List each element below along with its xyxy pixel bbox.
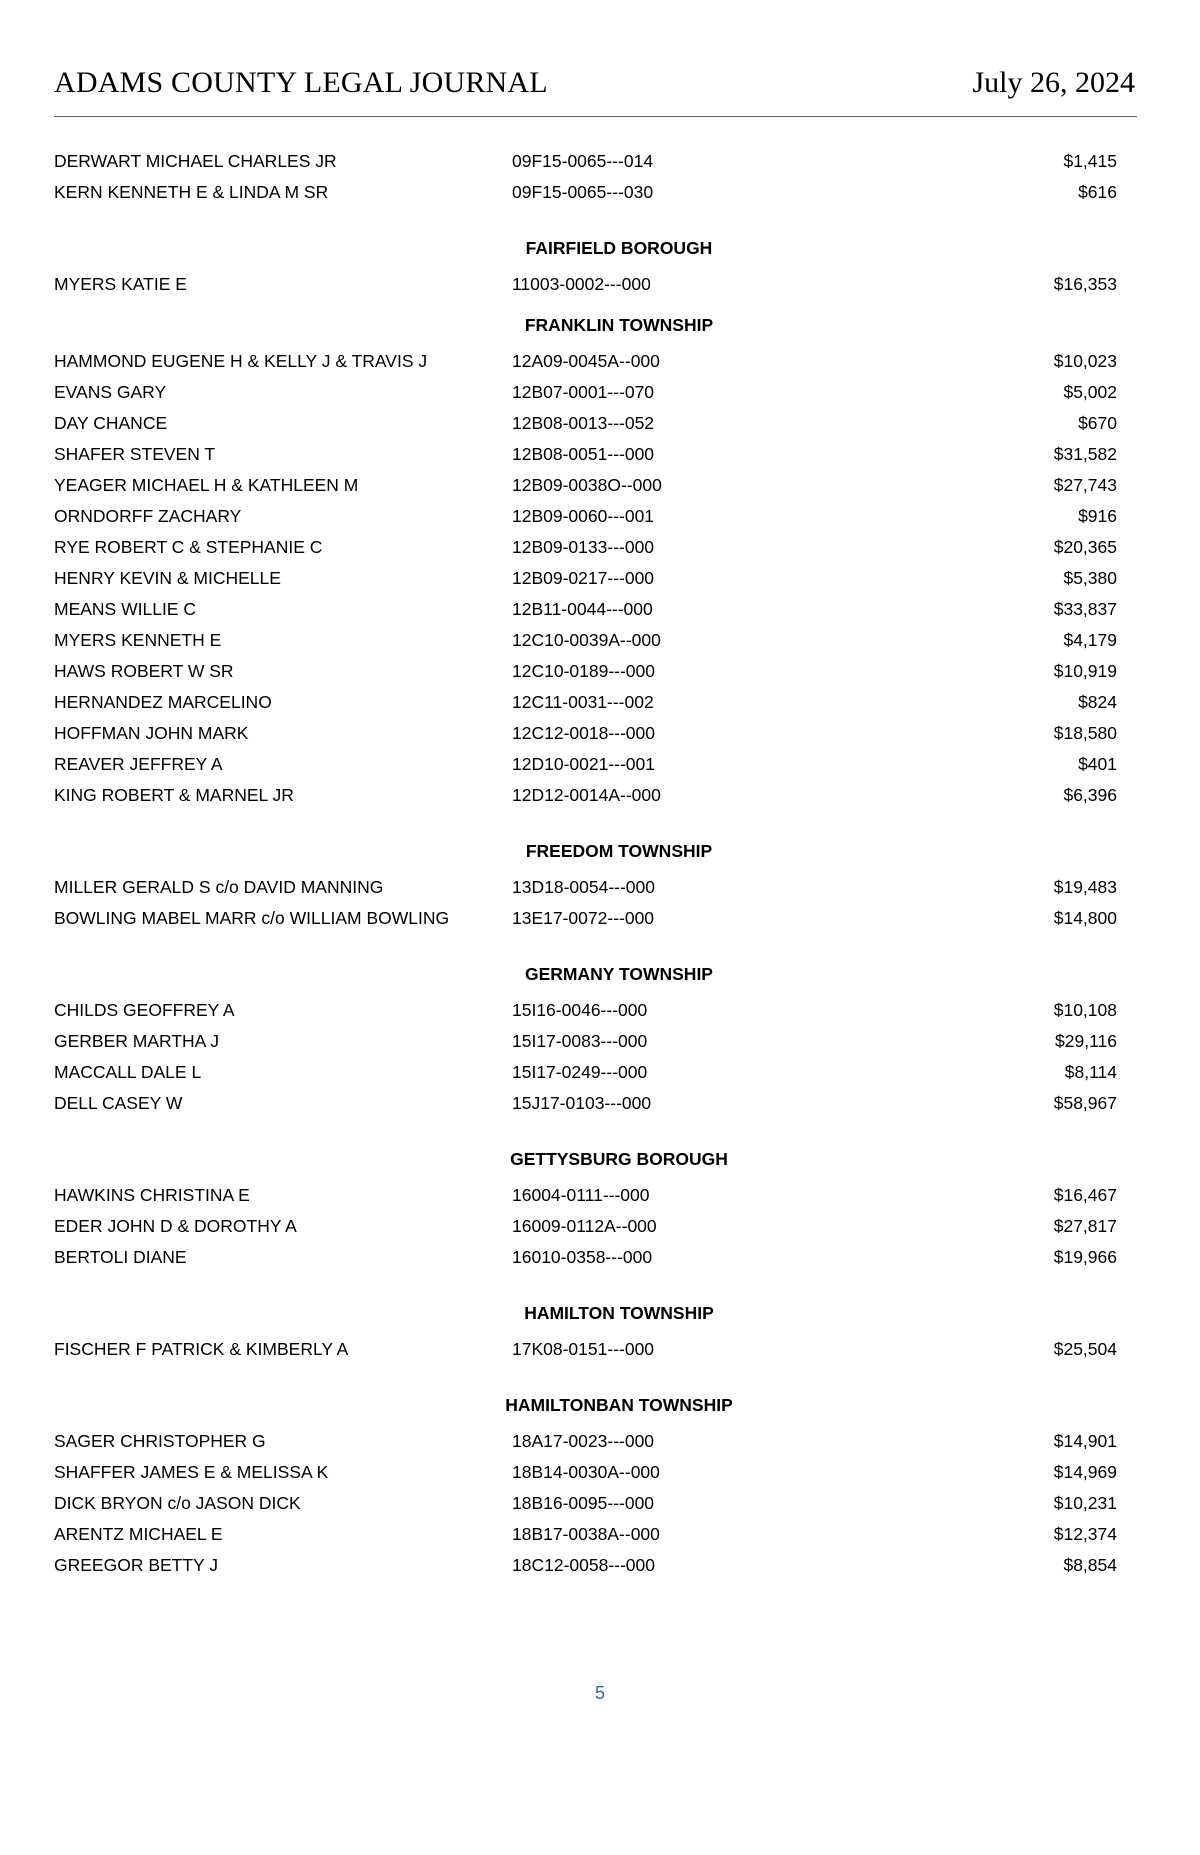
amount-due: $33,837	[1053, 599, 1117, 619]
parcel-number: 11003-0002---000	[512, 274, 651, 294]
amount-due: $14,969	[1053, 1462, 1117, 1482]
listing-content	[54, 146, 1117, 1581]
amount-due: $16,353	[1053, 274, 1117, 294]
parcel-number: 15J17-0103---000	[512, 1093, 652, 1113]
parcel-number: 13E17-0072---000	[512, 908, 655, 928]
owner-name: MEANS WILLIE C	[54, 599, 196, 619]
amount-due: $10,108	[1053, 1000, 1117, 1020]
listing-row	[54, 1088, 1117, 1119]
amount-due: $670	[1078, 413, 1117, 433]
parcel-number: 12D12-0014A--000	[512, 785, 661, 805]
amount-due: $18,580	[1053, 723, 1117, 743]
owner-name: MILLER GERALD S c/o DAVID MANNING	[54, 877, 384, 897]
amount-due: $29,116	[1055, 1031, 1117, 1051]
owner-name: YEAGER MICHAEL H & KATHLEEN M	[54, 475, 359, 495]
amount-due: $1,415	[1063, 151, 1117, 171]
amount-due: $6,396	[1063, 785, 1117, 805]
listing-row	[54, 780, 1117, 811]
listing-row	[54, 995, 1117, 1026]
owner-name: BOWLING MABEL MARR c/o WILLIAM BOWLING	[54, 908, 450, 928]
listing-row	[54, 718, 1117, 749]
owner-name: MYERS KATIE E	[54, 274, 187, 294]
amount-due: $27,743	[1053, 475, 1117, 495]
parcel-number: 12D10-0021---001	[512, 754, 656, 774]
owner-name: KERN KENNETH E & LINDA M SR	[54, 182, 329, 202]
listing-row	[54, 1550, 1117, 1581]
listing-row	[54, 1457, 1117, 1488]
parcel-number: 12B09-0060---001	[512, 506, 655, 526]
parcel-number: 16009-0112A--000	[512, 1216, 657, 1236]
parcel-number: 15I17-0249---000	[512, 1062, 648, 1082]
owner-name: ORNDORFF ZACHARY	[54, 506, 242, 526]
parcel-number: 17K08-0151---000	[512, 1339, 655, 1359]
owner-name: GERBER MARTHA J	[54, 1031, 219, 1051]
parcel-number: 12B11-0044---000	[512, 599, 653, 619]
parcel-number: 09F15-0065---014	[512, 151, 654, 171]
section-heading: GETTYSBURG BOROUGH	[510, 1149, 728, 1169]
owner-name: BERTOLI DIANE	[54, 1247, 187, 1267]
parcel-number: 18B17-0038A--000	[512, 1524, 660, 1544]
listing-row	[54, 1488, 1117, 1519]
listing-row	[54, 1426, 1117, 1457]
page-number: 5	[594, 1683, 605, 1703]
amount-due: $27,817	[1053, 1216, 1117, 1236]
owner-name: HERNANDEZ MARCELINO	[54, 692, 272, 712]
listing-row	[54, 346, 1117, 377]
listing-row	[54, 563, 1117, 594]
owner-name: RYE ROBERT C & STEPHANIE C	[54, 537, 323, 557]
listing-row	[54, 269, 1117, 300]
amount-due: $31,582	[1053, 444, 1117, 464]
parcel-number: 12C10-0189---000	[512, 661, 656, 681]
owner-name: FISCHER F PATRICK & KIMBERLY A	[54, 1339, 349, 1359]
owner-name: DERWART MICHAEL CHARLES JR	[54, 151, 337, 171]
listing-row	[54, 1519, 1117, 1550]
owner-name: EDER JOHN D & DOROTHY A	[54, 1216, 297, 1236]
owner-name: DAY CHANCE	[54, 413, 168, 433]
owner-name: HENRY KEVIN & MICHELLE	[54, 568, 281, 588]
section-heading: GERMANY TOWNSHIP	[525, 964, 713, 984]
listing-row	[54, 1242, 1117, 1273]
parcel-number: 16010-0358---000	[512, 1247, 653, 1267]
owner-name: SHAFFER JAMES E & MELISSA K	[54, 1462, 329, 1482]
parcel-number: 12B09-0133---000	[512, 537, 655, 557]
section-heading: HAMILTONBAN TOWNSHIP	[505, 1395, 733, 1415]
owner-name: SAGER CHRISTOPHER G	[54, 1431, 266, 1451]
listing-row	[54, 146, 1117, 177]
parcel-number: 12B09-0217---000	[512, 568, 655, 588]
amount-due: $16,467	[1053, 1185, 1117, 1205]
listing-row	[54, 1334, 1117, 1365]
listing-row	[54, 177, 1117, 208]
listing-row	[54, 594, 1117, 625]
amount-due: $10,919	[1053, 661, 1117, 681]
amount-due: $5,002	[1063, 382, 1117, 402]
listing-row	[54, 903, 1117, 934]
listing-row	[54, 1211, 1117, 1242]
parcel-number: 18A17-0023---000	[512, 1431, 655, 1451]
page-header	[54, 62, 1137, 117]
amount-due: $25,504	[1053, 1339, 1117, 1359]
amount-due: $19,966	[1053, 1247, 1117, 1267]
listing-row	[54, 1057, 1117, 1088]
section-heading: FAIRFIELD BOROUGH	[525, 238, 713, 258]
parcel-number: 12B08-0013---052	[512, 413, 655, 433]
parcel-number: 15I17-0083---000	[512, 1031, 648, 1051]
parcel-number: 12B07-0001---070	[512, 382, 655, 402]
section-heading: FREEDOM TOWNSHIP	[525, 841, 713, 861]
amount-due: $4,179	[1063, 630, 1117, 650]
owner-name: REAVER JEFFREY A	[54, 754, 223, 774]
amount-due: $12,374	[1053, 1524, 1117, 1544]
owner-name: MACCALL DALE L	[54, 1062, 202, 1082]
owner-name: KING ROBERT & MARNEL JR	[54, 785, 294, 805]
amount-due: $916	[1078, 506, 1117, 526]
owner-name: MYERS KENNETH E	[54, 630, 222, 650]
listing-row	[54, 439, 1117, 470]
amount-due: $8,854	[1063, 1555, 1117, 1575]
owner-name: HAMMOND EUGENE H & KELLY J & TRAVIS J	[54, 351, 428, 371]
amount-due: $10,231	[1053, 1493, 1117, 1513]
parcel-number: 12B08-0051---000	[512, 444, 655, 464]
owner-name: EVANS GARY	[54, 382, 167, 402]
owner-name: ARENTZ MICHAEL E	[54, 1524, 223, 1544]
amount-due: $19,483	[1053, 877, 1117, 897]
section-heading: HAMILTON TOWNSHIP	[524, 1303, 714, 1323]
listing-row	[54, 532, 1117, 563]
amount-due: $14,901	[1053, 1431, 1117, 1451]
journal-title: ADAMS COUNTY LEGAL JOURNAL	[54, 66, 548, 99]
owner-name: HAWKINS CHRISTINA E	[54, 1185, 250, 1205]
parcel-number: 15I16-0046---000	[512, 1000, 648, 1020]
amount-due: $14,800	[1053, 908, 1117, 928]
amount-due: $10,023	[1053, 351, 1117, 371]
listing-row	[54, 687, 1117, 718]
amount-due: $616	[1078, 182, 1117, 202]
section-heading: FRANKLIN TOWNSHIP	[524, 315, 714, 335]
journal-date: July 26, 2024	[972, 66, 1135, 99]
amount-due: $401	[1078, 754, 1117, 774]
listing-row	[54, 408, 1117, 439]
amount-due: $58,967	[1053, 1093, 1117, 1113]
parcel-number: 18B16-0095---000	[512, 1493, 655, 1513]
parcel-number: 13D18-0054---000	[512, 877, 656, 897]
amount-due: $824	[1078, 692, 1117, 712]
parcel-number: 12C10-0039A--000	[512, 630, 661, 650]
parcel-number: 18B14-0030A--000	[512, 1462, 660, 1482]
listing-row	[54, 501, 1117, 532]
owner-name: DELL CASEY W	[54, 1093, 183, 1113]
amount-due: $5,380	[1063, 568, 1117, 588]
parcel-number: 18C12-0058---000	[512, 1555, 656, 1575]
listing-row	[54, 872, 1117, 903]
parcel-number: 12C11-0031---002	[512, 692, 654, 712]
parcel-number: 12C12-0018---000	[512, 723, 656, 743]
owner-name: SHAFER STEVEN T	[54, 444, 216, 464]
parcel-number: 12A09-0045A--000	[512, 351, 660, 371]
listing-row	[54, 625, 1117, 656]
amount-due: $20,365	[1053, 537, 1117, 557]
listing-row	[54, 656, 1117, 687]
listing-row	[54, 470, 1117, 501]
listing-row	[54, 749, 1117, 780]
parcel-number: 16004-0111---000	[512, 1185, 650, 1205]
listing-row	[54, 1026, 1117, 1057]
listing-row	[54, 1180, 1117, 1211]
owner-name: HAWS ROBERT W SR	[54, 661, 234, 681]
amount-due: $8,114	[1064, 1062, 1117, 1082]
listing-row	[54, 377, 1117, 408]
owner-name: DICK BRYON c/o JASON DICK	[54, 1493, 301, 1513]
owner-name: HOFFMAN JOHN MARK	[54, 723, 249, 743]
parcel-number: 09F15-0065---030	[512, 182, 654, 202]
owner-name: GREEGOR BETTY J	[54, 1555, 219, 1575]
owner-name: CHILDS GEOFFREY A	[54, 1000, 235, 1020]
parcel-number: 12B09-0038O--000	[512, 475, 662, 495]
